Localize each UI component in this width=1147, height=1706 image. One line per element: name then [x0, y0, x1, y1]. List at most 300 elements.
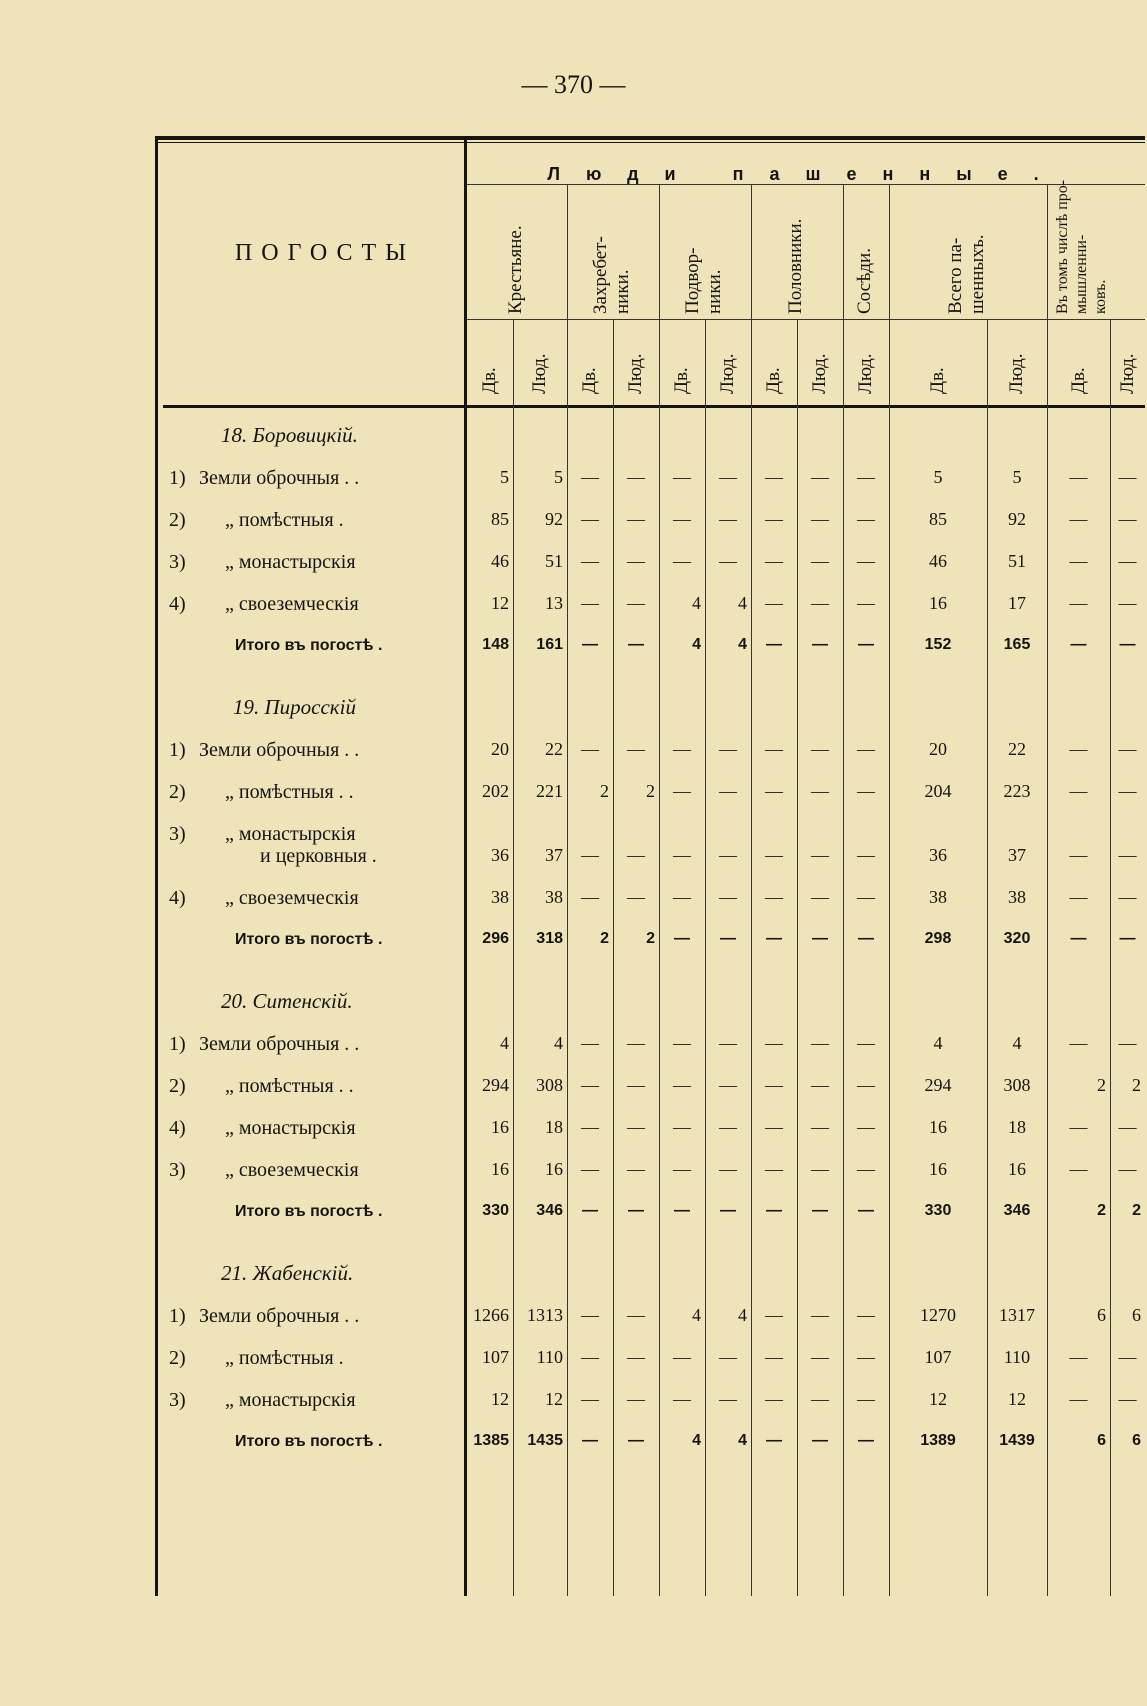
table-cell: 4	[738, 1305, 747, 1325]
table-cell: 37	[545, 845, 563, 865]
total-cell: 330	[482, 1202, 509, 1219]
table-cell: —	[811, 1033, 829, 1053]
table-cell: —	[673, 1117, 691, 1137]
table-cell: 2	[600, 781, 609, 801]
table-cell: 22	[1008, 739, 1026, 759]
table-cell: 17	[1008, 593, 1026, 613]
table-cell: —	[765, 781, 783, 801]
pogosty-header: ПОГОСТЫ	[234, 240, 416, 266]
table-cell: —	[765, 551, 783, 571]
row-label: „ монастырскія	[225, 823, 356, 845]
table-cell: 16	[1008, 1159, 1026, 1179]
table-cell: —	[765, 739, 783, 759]
table-cell: —	[1118, 509, 1137, 529]
table-cell: —	[1118, 593, 1137, 613]
table-cell: —	[581, 1305, 599, 1325]
table-cell: —	[719, 509, 737, 529]
subheader-1-1: Дв.	[479, 367, 500, 394]
table-cell: 16	[929, 593, 947, 613]
table-cell: 4	[692, 593, 701, 613]
table-cell: 37	[1008, 845, 1026, 865]
total-cell: 296	[482, 930, 509, 947]
table-cell: —	[719, 1117, 737, 1137]
total-cell: 148	[482, 636, 509, 653]
table-cell: 308	[536, 1075, 563, 1095]
table-left-border	[155, 136, 158, 1596]
table-cell: —	[1118, 739, 1137, 759]
table-cell: —	[765, 1159, 783, 1179]
table-cell: —	[1069, 467, 1088, 487]
table-cell: 16	[545, 1159, 563, 1179]
total-cell: —	[766, 1202, 782, 1219]
table-cell: —	[1118, 1117, 1137, 1137]
total-cell: —	[1119, 930, 1136, 947]
table-cell: 204	[924, 781, 952, 801]
table-cell: —	[765, 1033, 783, 1053]
column-header-2-line-1: Захребет-	[590, 236, 611, 314]
census-table	[155, 136, 1145, 1596]
table-cell: —	[581, 845, 599, 865]
table-cell: —	[1118, 887, 1137, 907]
table-cell: —	[857, 739, 875, 759]
row-number: 4)	[169, 887, 186, 909]
column-header-6-line-1: Всего па-	[945, 237, 966, 314]
table-cell: 6	[1097, 1305, 1106, 1325]
column-header-3-line-2: ники.	[704, 269, 725, 314]
table-cell: —	[719, 739, 737, 759]
table-cell: 12	[545, 1389, 563, 1409]
row-label: „ своеземческія	[225, 1159, 359, 1181]
table-cell: —	[673, 551, 691, 571]
row-number: 1)	[169, 1305, 186, 1327]
table-cell: —	[811, 1159, 829, 1179]
table-cell: 85	[929, 509, 947, 529]
table-cell: —	[1118, 467, 1137, 487]
column-header-1: Крестьяне.	[505, 225, 526, 314]
table-cell: —	[811, 1305, 829, 1325]
subheader-7-1: Дв.	[1067, 367, 1089, 394]
table-cell: —	[581, 551, 599, 571]
table-cell: —	[1069, 845, 1088, 865]
row-label: „ помѣстныя . .	[225, 1075, 354, 1097]
table-cell: —	[857, 1075, 875, 1095]
total-row-label: Итого въ погостѣ .	[235, 637, 383, 654]
table-cell: 38	[491, 887, 509, 907]
table-label-divider	[464, 136, 467, 1596]
table-cell: —	[581, 1075, 599, 1095]
row-number: 2)	[169, 781, 186, 803]
table-cell: 5	[554, 467, 563, 487]
total-cell: 298	[924, 930, 952, 947]
column-header-2-line-2: ники.	[612, 269, 633, 314]
table-cell: 16	[929, 1117, 947, 1137]
table-cell: —	[719, 781, 737, 801]
total-cell: —	[858, 1202, 874, 1219]
total-cell: —	[1119, 636, 1136, 653]
row-label: Земли оброчныя . .	[199, 1305, 360, 1327]
table-cell: 1270	[920, 1305, 956, 1325]
table-cell: 18	[545, 1117, 563, 1137]
row-label: Земли оброчныя . .	[199, 1033, 360, 1055]
table-cell: 5	[500, 467, 509, 487]
row-number: 3)	[169, 1159, 186, 1181]
total-cell: —	[812, 930, 828, 947]
table-cell: —	[673, 467, 691, 487]
total-cell: —	[720, 1202, 736, 1219]
table-cell: —	[811, 1117, 829, 1137]
table-cell: —	[811, 509, 829, 529]
subheader-3-2: Люд.	[717, 353, 738, 394]
row-number: 1)	[169, 739, 186, 761]
table-cell: —	[627, 739, 645, 759]
table-cell: —	[765, 1117, 783, 1137]
table-cell: —	[719, 887, 737, 907]
row-label: „ монастырскія	[225, 1389, 356, 1411]
table-cell: —	[627, 845, 645, 865]
table-cell: —	[857, 1117, 875, 1137]
total-cell: —	[812, 1432, 828, 1449]
table-cell: —	[1069, 1389, 1088, 1409]
table-cell: —	[1118, 1033, 1137, 1053]
table-cell: —	[627, 1347, 645, 1367]
table-top-rule	[155, 136, 1145, 140]
subheader-6-2: Люд.	[1006, 353, 1027, 394]
row-label: „ своеземческія	[225, 593, 359, 615]
table-cell: —	[857, 887, 875, 907]
table-cell: —	[811, 593, 829, 613]
table-cell: —	[673, 1033, 691, 1053]
table-cell: —	[1118, 781, 1137, 801]
total-cell: —	[766, 1432, 782, 1449]
table-cell: —	[1069, 551, 1088, 571]
total-cell: 161	[536, 636, 563, 653]
table-cell: 223	[1003, 781, 1031, 801]
row-number: 3)	[169, 1389, 186, 1411]
row-label-continuation: и церковныя .	[260, 845, 377, 867]
table-cell: 6	[1132, 1305, 1141, 1325]
table-cell: —	[857, 467, 875, 487]
table-cell: 38	[545, 887, 563, 907]
table-cell: —	[673, 1075, 691, 1095]
table-cell: —	[581, 1389, 599, 1409]
total-cell: —	[674, 930, 690, 947]
row-label: „ помѣстныя .	[225, 509, 344, 531]
table-header-rule	[163, 405, 1145, 408]
table-cell: —	[1069, 887, 1088, 907]
table-cell: —	[857, 1305, 875, 1325]
table-cell: —	[811, 467, 829, 487]
table-cell: 51	[1008, 551, 1026, 571]
table-cell: —	[811, 739, 829, 759]
table-cell: 38	[1008, 887, 1026, 907]
total-cell: —	[582, 1202, 598, 1219]
column-header-6-line-2: шенныхъ.	[967, 234, 988, 314]
table-cell: —	[857, 1033, 875, 1053]
row-label: Земли оброчныя . .	[199, 467, 360, 489]
table-cell: 107	[924, 1347, 952, 1367]
table-cell: 16	[491, 1159, 509, 1179]
table-cell: —	[811, 1347, 829, 1367]
total-cell: 4	[738, 636, 747, 653]
column-header-3-line-1: Подвор-	[682, 247, 703, 314]
table-cell: —	[581, 1033, 599, 1053]
table-cell: —	[857, 1389, 875, 1409]
row-label: „ монастырскія	[225, 551, 356, 573]
total-cell: —	[628, 1202, 644, 1219]
column-header-7-line-1: Въ томъ числѣ про-	[1054, 179, 1071, 314]
table-cell: —	[811, 845, 829, 865]
subheader-3-1: Дв.	[671, 367, 692, 394]
total-row-label: Итого въ погостѣ .	[235, 931, 383, 948]
table-cell: —	[857, 509, 875, 529]
column-header-7-line-3: ковъ.	[1092, 279, 1109, 314]
table-cell: —	[1069, 1347, 1088, 1367]
subheader-5-1: Люд.	[855, 353, 876, 394]
table-cell: 12	[491, 1389, 509, 1409]
total-cell: 2	[1132, 1202, 1141, 1219]
row-number: 1)	[169, 467, 186, 489]
table-cell: —	[581, 509, 599, 529]
table-cell: 294	[482, 1075, 509, 1095]
subheader-2-2: Люд.	[625, 353, 646, 394]
table-cell: —	[811, 887, 829, 907]
total-row-label: Итого въ погостѣ .	[235, 1203, 383, 1220]
table-cell: 92	[1008, 509, 1026, 529]
table-cell: —	[857, 593, 875, 613]
table-cell: 16	[929, 1159, 947, 1179]
table-cell: 202	[482, 781, 509, 801]
column-header-5: Сосѣди.	[854, 248, 875, 314]
table-cell: 308	[1003, 1075, 1031, 1095]
table-cell: —	[719, 845, 737, 865]
table-cell: 22	[545, 739, 563, 759]
column-header-4: Половники.	[785, 218, 806, 314]
table-cell: —	[673, 845, 691, 865]
row-number: 2)	[169, 1347, 186, 1369]
table-cell: —	[719, 467, 737, 487]
total-cell: 346	[1003, 1202, 1031, 1219]
total-cell: —	[582, 636, 598, 653]
table-cell: —	[627, 1033, 645, 1053]
table-cell: 13	[545, 593, 563, 613]
row-label: Земли оброчныя . .	[199, 739, 360, 761]
table-cell: —	[627, 887, 645, 907]
table-cell: —	[627, 593, 645, 613]
table-cell: —	[765, 467, 783, 487]
table-cell: —	[581, 887, 599, 907]
table-cell: 5	[933, 467, 943, 487]
table-cell: —	[581, 1117, 599, 1137]
row-label: „ помѣстныя .	[225, 1347, 344, 1369]
subheader-7-2: Люд.	[1116, 353, 1138, 394]
row-number: 2)	[169, 509, 186, 531]
total-cell: —	[628, 636, 644, 653]
table-cell: —	[765, 509, 783, 529]
table-cell: —	[673, 781, 691, 801]
total-cell: 330	[924, 1202, 952, 1219]
table-cell: —	[765, 887, 783, 907]
total-row-label: Итого въ погостѣ .	[235, 1433, 383, 1450]
section-title: 20. Ситенскій.	[221, 989, 353, 1013]
row-label: „ помѣстныя . .	[225, 781, 354, 803]
table-cell: —	[811, 1075, 829, 1095]
total-cell: 6	[1097, 1432, 1106, 1449]
total-cell: —	[812, 1202, 828, 1219]
table-cell: 110	[1003, 1347, 1031, 1367]
table-cell: —	[1118, 551, 1137, 571]
table-cell: 12	[491, 593, 509, 613]
total-cell: 1385	[473, 1432, 509, 1449]
total-cell: 320	[1003, 930, 1031, 947]
table-cell: —	[581, 739, 599, 759]
table-cell: —	[673, 887, 691, 907]
total-cell: —	[766, 636, 782, 653]
table-cell: 4	[692, 1305, 701, 1325]
table-cell: —	[719, 1075, 737, 1095]
total-cell: —	[720, 930, 736, 947]
table-cell: —	[1118, 845, 1137, 865]
total-cell: —	[812, 636, 828, 653]
table-cell: —	[857, 1347, 875, 1367]
table-cell: 4	[933, 1033, 943, 1053]
table-cell: 221	[536, 781, 563, 801]
total-cell: 4	[692, 636, 701, 653]
table-cell: 92	[545, 509, 563, 529]
table-cell: —	[627, 509, 645, 529]
table-cell: 12	[1008, 1389, 1026, 1409]
table-top-rule-thin	[155, 142, 1145, 143]
table-cell: —	[1069, 593, 1088, 613]
table-cell: 1313	[527, 1305, 563, 1325]
total-cell: 1439	[999, 1432, 1035, 1449]
table-cell: 1317	[999, 1305, 1035, 1325]
subheader-4-2: Люд.	[809, 353, 830, 394]
table-cell: 110	[536, 1347, 563, 1367]
subheader-1-2: Люд.	[529, 353, 550, 394]
table-cell: —	[1069, 781, 1088, 801]
table-cell: —	[1069, 739, 1088, 759]
table-cell: 2	[1097, 1075, 1106, 1095]
table-cell: —	[673, 739, 691, 759]
total-cell: —	[582, 1432, 598, 1449]
total-cell: 2	[600, 930, 609, 947]
table-cell: 51	[545, 551, 563, 571]
table-cell: —	[857, 781, 875, 801]
row-number: 4)	[169, 1117, 186, 1139]
table-cell: 36	[491, 845, 509, 865]
table-cell: —	[719, 551, 737, 571]
table-cell: —	[857, 845, 875, 865]
table-cell: —	[1069, 1159, 1088, 1179]
table-cell: —	[627, 1389, 645, 1409]
table-cell: 46	[929, 551, 947, 571]
table-cell: 20	[929, 739, 947, 759]
total-cell: —	[766, 930, 782, 947]
table-cell: —	[581, 1347, 599, 1367]
table-cell: —	[765, 593, 783, 613]
total-cell: 318	[536, 930, 563, 947]
subheader-4-1: Дв.	[763, 367, 784, 394]
table-cell: —	[1069, 509, 1088, 529]
row-label: „ своеземческія	[225, 887, 359, 909]
total-cell: —	[628, 1432, 644, 1449]
total-cell: 152	[924, 636, 952, 653]
section-title: 21. Жабенскій.	[221, 1261, 354, 1285]
table-cell: —	[673, 509, 691, 529]
table-cell: 20	[491, 739, 509, 759]
subheader-rule	[467, 319, 1145, 320]
table-cell: 4	[500, 1033, 509, 1053]
table-cell: 85	[491, 509, 509, 529]
table-cell: —	[765, 845, 783, 865]
table-cell: —	[719, 1389, 737, 1409]
table-cell: —	[673, 1159, 691, 1179]
table-cell: —	[719, 1347, 737, 1367]
table-cell: —	[627, 1159, 645, 1179]
total-cell: —	[858, 1432, 874, 1449]
table-cell: —	[627, 1305, 645, 1325]
table-cell: —	[719, 1159, 737, 1179]
total-cell: 165	[1003, 636, 1031, 653]
total-cell: 6	[1132, 1432, 1141, 1449]
total-cell: —	[1070, 930, 1087, 947]
table-cell: —	[1118, 1389, 1137, 1409]
subheader-2-1: Дв.	[579, 367, 600, 394]
total-cell: 1389	[920, 1432, 956, 1449]
row-number: 3)	[169, 551, 186, 573]
row-number: 2)	[169, 1075, 186, 1097]
table-cell: 2	[1132, 1075, 1141, 1095]
group-header: Люди пашенные.	[547, 164, 1065, 184]
row-label: „ монастырскія	[225, 1117, 356, 1139]
column-header-7-line-2: мышленни-	[1073, 234, 1090, 314]
page-number: — 370 —	[521, 70, 626, 99]
table-cell: 4	[1012, 1033, 1022, 1053]
table-cell: 16	[491, 1117, 509, 1137]
table-cell: —	[857, 1159, 875, 1179]
table-cell: —	[811, 781, 829, 801]
subheader-6-1: Дв.	[927, 367, 948, 394]
table-cell: —	[1069, 1033, 1088, 1053]
table-cell: —	[1069, 1117, 1088, 1137]
table-cell: —	[857, 551, 875, 571]
table-cell: 46	[491, 551, 509, 571]
row-number: 3)	[169, 823, 186, 845]
total-cell: 2	[1097, 1202, 1106, 1219]
table-cell: 107	[482, 1347, 509, 1367]
table-cell: —	[627, 1117, 645, 1137]
total-cell: —	[858, 636, 874, 653]
table-cell: —	[673, 1347, 691, 1367]
table-cell: —	[1118, 1347, 1137, 1367]
total-cell: 346	[536, 1202, 563, 1219]
section-title: 19. Пиросскій	[233, 695, 356, 719]
row-number: 4)	[169, 593, 186, 615]
table-cell: —	[673, 1389, 691, 1409]
group-header-rule	[467, 184, 1145, 185]
table-cell: —	[719, 1033, 737, 1053]
table-cell: 4	[738, 593, 747, 613]
table-cell: —	[627, 467, 645, 487]
table-cell: —	[627, 551, 645, 571]
table-cell: 38	[929, 887, 947, 907]
table-cell: 294	[924, 1075, 952, 1095]
table-cell: —	[627, 1075, 645, 1095]
table-cell: —	[581, 593, 599, 613]
table-cell: 18	[1008, 1117, 1026, 1137]
table-cell: —	[765, 1389, 783, 1409]
table-cell: 5	[1012, 467, 1022, 487]
